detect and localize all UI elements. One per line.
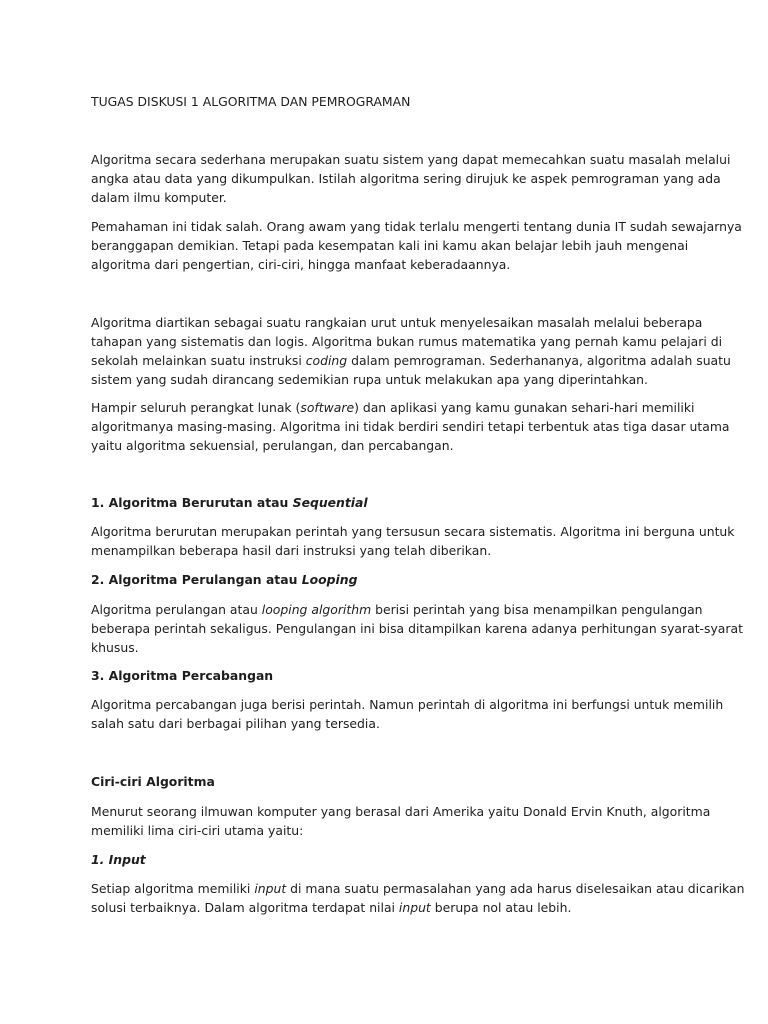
text-line [91, 879, 745, 898]
italic-term: Looping [301, 572, 358, 587]
text-line [91, 898, 691, 917]
text-line [91, 600, 703, 619]
text-line: Algoritma percabangan juga berisi perintah. Namun perintah di algoritma ini berfungsi untuk memilih [91, 697, 724, 712]
heading-text: 3. Algoritma Percabangan [91, 668, 274, 683]
section-heading-input [91, 850, 691, 869]
characteristics-intro [91, 802, 711, 840]
italic-term: looping algorithm [261, 602, 372, 617]
text-line: menampilkan beberapa hasil dari instruksi yang telah diberikan. [91, 543, 492, 558]
text-line: Pemahaman ini tidak salah. Orang awam yang tidak terlalu mengerti tentang dunia IT sudah sewajarnya [91, 219, 742, 234]
text-line: algoritmanya masing-masing. Algoritma ini tidak berdiri sendiri tetapi terbentuk atas tiga dasar utama [91, 419, 730, 434]
text-line: Menurut seorang ilmuwan komputer yang berasal dari Amerika yaitu Donald Ervin Knuth, algoritma [91, 804, 711, 819]
italic-term: input [254, 881, 287, 896]
text-line: memiliki lima ciri-ciri utama yaitu: [91, 823, 304, 838]
text-segment: berupa nol atau lebih. [430, 900, 572, 915]
text-line [91, 351, 731, 370]
sequential-paragraph [91, 522, 735, 560]
text-line: Algoritma secara sederhana merupakan suatu sistem yang dapat memecahkan suatu masalah melalui [91, 152, 731, 167]
document-title [91, 92, 691, 111]
text-line: yaitu algoritma sekuensial, perulangan, dan percabangan. [91, 438, 454, 453]
italic-term: software [300, 400, 355, 415]
text-segment: Setiap algoritma memiliki [91, 881, 255, 896]
text-segment: dalam pemrograman. Sederhananya, algoritma adalah suatu [347, 353, 731, 368]
text-line: beberapa perintah sekaligus. Pengulangan ini bisa ditampilkan karena adanya perhitungan syarat-syarat [91, 621, 743, 636]
text-line: algoritma dari pengertian, ciri-ciri, hingga manfaat keberadaannya. [91, 257, 511, 272]
text-line: dalam ilmu komputer. [91, 190, 227, 205]
section-heading-characteristics [91, 772, 691, 791]
text-line: sistem yang sudah dirancang sedemikian rupa untuk melakukan apa yang diperintahkan. [91, 372, 648, 387]
text-line: beranggapan demikian. Tetapi pada kesempatan kali ini kamu akan belajar lebih jauh mengenai [91, 238, 689, 253]
definition-paragraph-2 [91, 398, 730, 455]
text-segment: solusi terbaiknya. Dalam algoritma terdapat nilai [91, 900, 399, 915]
heading-text: Ciri-ciri Algoritma [91, 774, 215, 789]
definition-paragraph-1 [91, 313, 731, 389]
looping-paragraph [91, 600, 743, 657]
text-line: Algoritma diartikan sebagai suatu rangkaian urut untuk menyelesaikan masalah melalui beberapa [91, 315, 703, 330]
heading-text: 2. Algoritma Perulangan atau [91, 572, 302, 587]
section-heading-branching [91, 666, 691, 685]
text-segment: sekolah melainkan suatu instruksi [91, 353, 306, 368]
text-line: khusus. [91, 640, 139, 655]
text-segment: ) dan aplikasi yang kamu gunakan sehari-hari memiliki [354, 400, 695, 415]
text-line: tahapan yang sistematis dan logis. Algoritma bukan rumus matematika yang pernah kamu pelajari di [91, 334, 723, 349]
text-segment: Hampir seluruh perangkat lunak ( [91, 400, 301, 415]
text-line: angka atau data yang dikumpulkan. Istilah algoritma sering dirujuk ke aspek pemrograman yang ada [91, 171, 721, 186]
section-heading-sequential [91, 493, 691, 512]
text-segment: di mana suatu permasalahan yang ada harus diselesaikan atau dicarikan [286, 881, 745, 896]
text-segment: Algoritma perulangan atau [91, 602, 262, 617]
input-paragraph [91, 879, 745, 917]
italic-term: coding [305, 353, 348, 368]
heading-text: 1. Algoritma Berurutan atau [91, 495, 293, 510]
text-line: Algoritma berurutan merupakan perintah yang tersusun secara sistematis. Algoritma ini berguna untuk [91, 524, 735, 539]
heading-line [91, 493, 691, 512]
intro-paragraph-1 [91, 150, 731, 207]
heading-text: 1. Input [91, 852, 146, 867]
text-line: salah satu dari berbagai pilihan yang tersedia. [91, 716, 380, 731]
italic-term: Sequential [292, 495, 368, 510]
italic-term: input [398, 900, 431, 915]
text-segment: berisi perintah yang bisa menampilkan pengulangan [371, 602, 703, 617]
document-title-text: TUGAS DISKUSI 1 ALGORITMA DAN PEMROGRAMAN [91, 94, 411, 109]
section-heading-looping [91, 570, 691, 589]
text-line [91, 398, 695, 417]
intro-paragraph-2 [91, 217, 742, 274]
branching-paragraph [91, 695, 724, 733]
heading-line [91, 570, 691, 589]
